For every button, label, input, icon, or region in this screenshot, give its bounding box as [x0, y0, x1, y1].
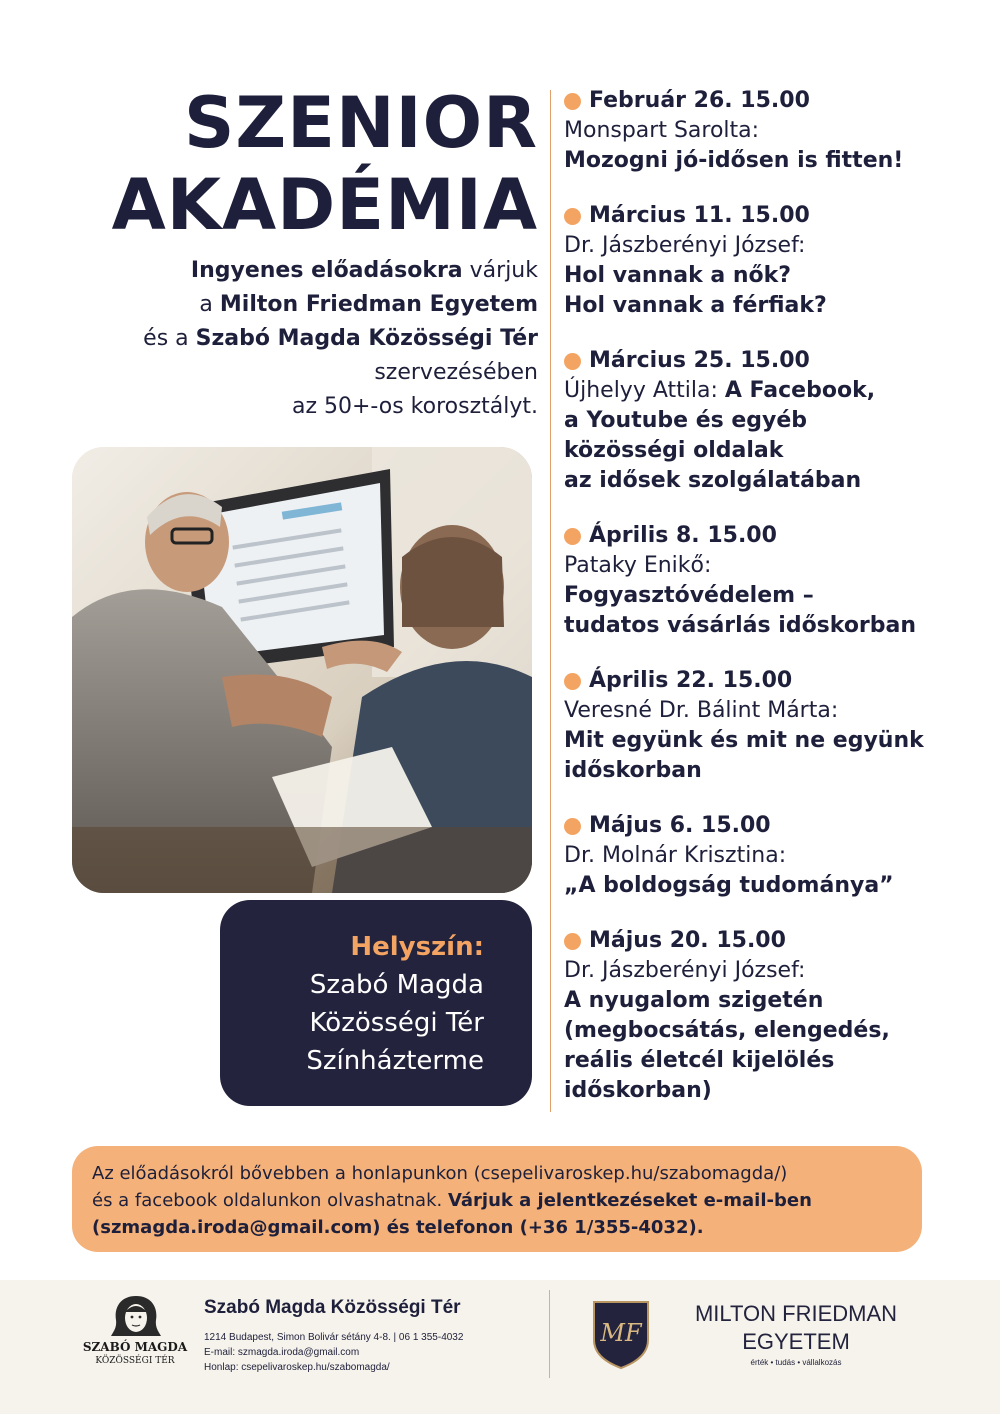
location-box [220, 900, 532, 1106]
info-box: Az előadásokról bővebben a honlapunkon (csepelivaroskep.hu/szabomagda/) és a facebook oldalunkon olvashatnak. Várjuk a jelentkezéseket e-mail-ben (szmagda.iroda@gmail.com) és telefonon (+36 1/355-4032). [72, 1146, 922, 1252]
mf-name: MILTON FRIEDMAN EGYETEM [694, 1301, 898, 1354]
bullet-dot-icon [564, 818, 581, 835]
szabo-magda-portrait-logo [108, 1292, 164, 1338]
event-item: Április 8. 15.00 Pataky Enikő: Fogyasztóvédelem – tudatos vásárlás időskorban [564, 523, 917, 638]
location-line: Szabó Magda [309, 970, 484, 1000]
seniors-computer-photo [72, 447, 532, 893]
event-item: Május 20. 15.00 Dr. Jászberényi József: A nyugalom szigetén (megbocsátás, elengedés, reális életcél kijelölés időskorban) [564, 928, 890, 1103]
svg-text:MF: MF [600, 1319, 642, 1347]
location-line: Közösségi Tér [309, 1008, 484, 1038]
bullet-dot-icon [564, 528, 581, 545]
event-item: Március 11. 15.00 Dr. Jászberényi József: Hol vannak a nők? Hol vannak a férfiak? [564, 203, 827, 318]
event-item: Február 26. 15.00 Monspart Sarolta: Mozogni jó-idősen is fitten! [564, 88, 904, 173]
event-item: Március 25. 15.00 Újhelyy Attila: A Facebook, a Youtube és egyéb közösségi oldalak az idősek szolgálatában [564, 348, 876, 493]
column-divider [550, 90, 551, 1112]
footer-divider [549, 1290, 550, 1378]
intro-text: Ingyenes előadásokra várjuk a Milton Friedman Egyetem és a Szabó Magda Közösségi Tér szervezésében az 50+-os korosztályt. [143, 258, 538, 419]
bullet-dot-icon [564, 208, 581, 225]
mf-tagline: érték • tudás • vállalkozás [750, 1358, 842, 1367]
bullet-dot-icon [564, 933, 581, 950]
left-logo-text: SZABÓ MAGDA KÖZÖSSÉGI TÉR [82, 1340, 188, 1366]
location-line: Színházterme [306, 1046, 484, 1076]
bullet-dot-icon [564, 353, 581, 370]
bullet-dot-icon [564, 673, 581, 690]
org-name: Szabó Magda Közösségi Tér [204, 1297, 461, 1318]
contact-block: 1214 Budapest, Simon Bolivár sétány 4-8. | 06 1 355-4032 E-mail: szmagda.iroda@gmail.com Honlap: csepelivaroskep.hu/szabomagda/ [204, 1332, 464, 1373]
event-item: Április 22. 15.00 Veresné Dr. Bálint Márta: Mit együnk és mit ne együnk időskorban [564, 668, 924, 783]
location-label: Helyszín: [350, 932, 484, 962]
bullet-dot-icon [564, 93, 581, 110]
event-list [564, 86, 984, 1106]
event-item: Május 6. 15.00 Dr. Molnár Krisztina: „A boldogság tudománya” [564, 813, 894, 898]
page-title: SZENIOR AKADÉMIA [111, 82, 538, 246]
mf-shield-icon [590, 1298, 652, 1370]
